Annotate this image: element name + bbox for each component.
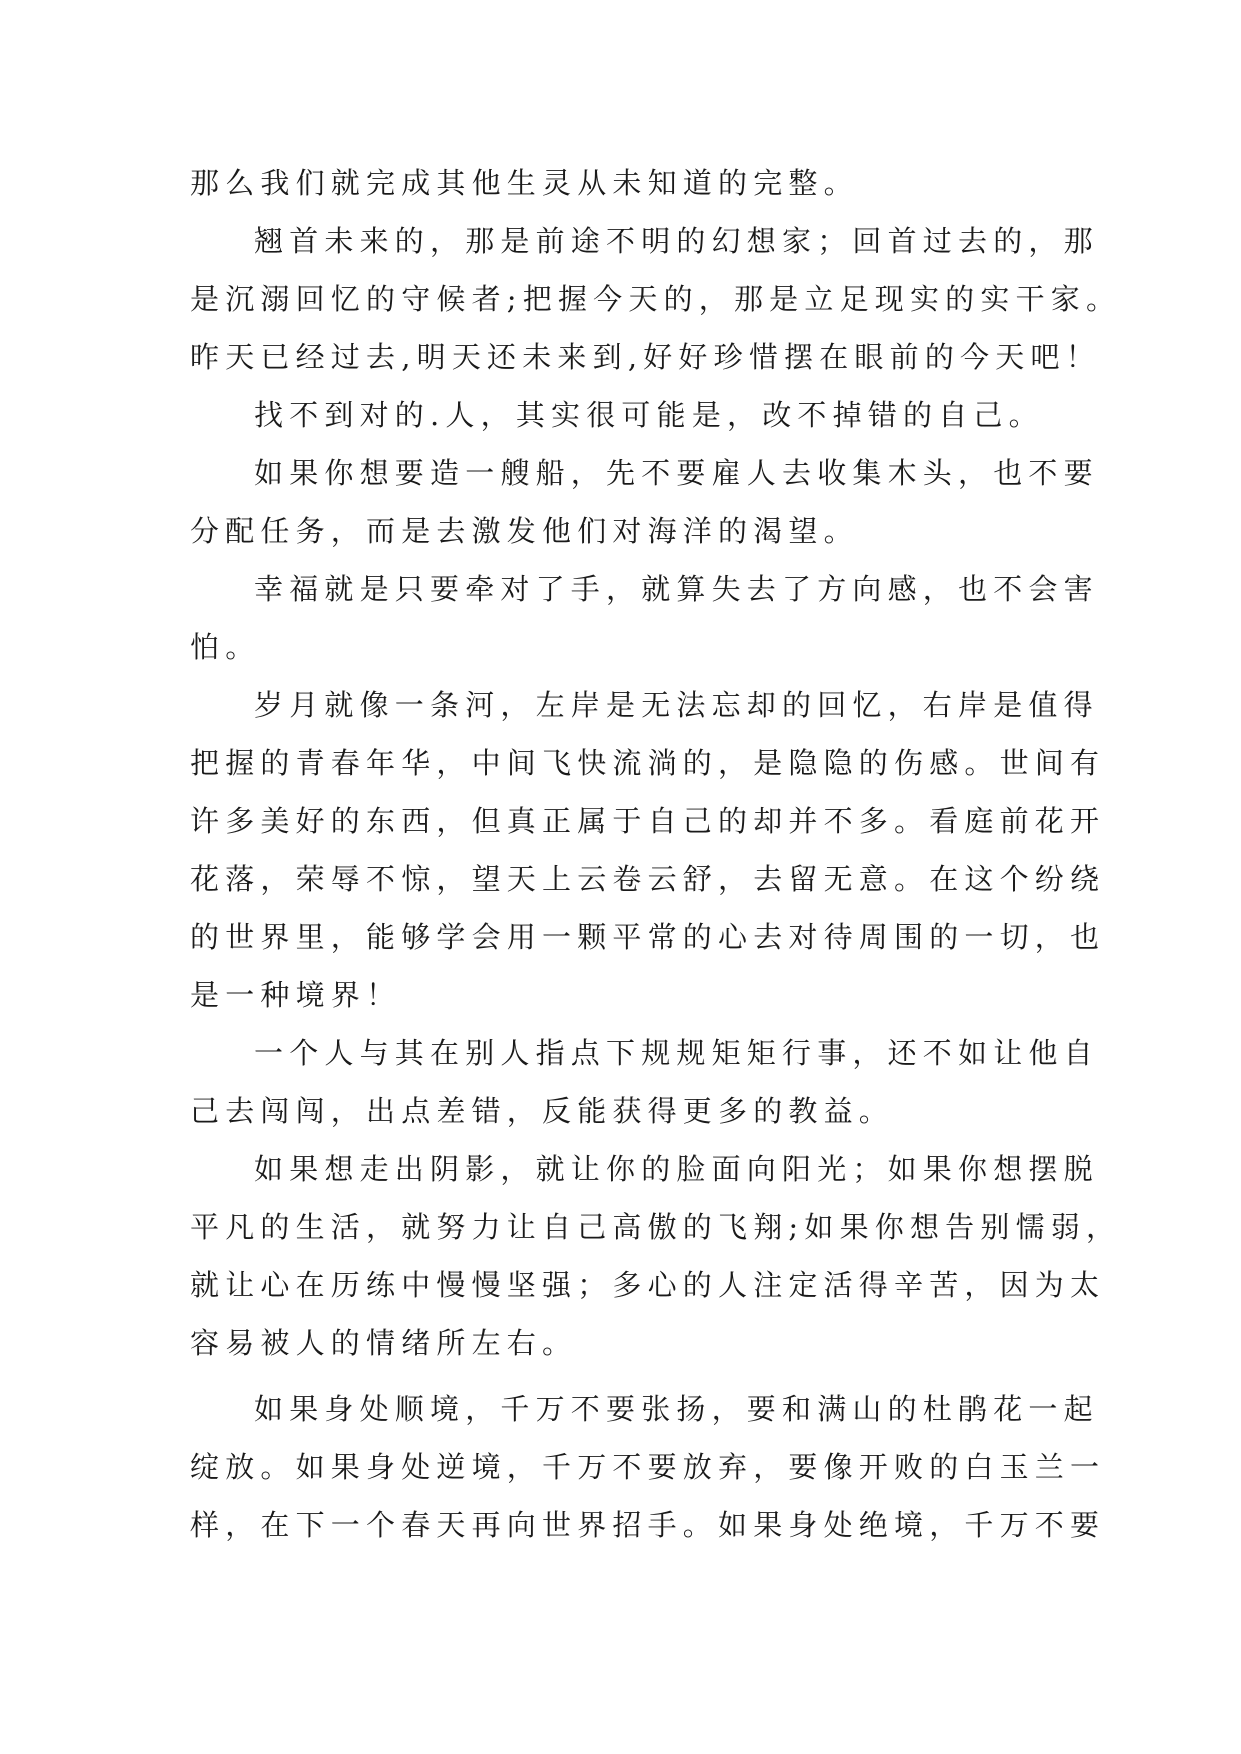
paragraph-line: 一个人与其在别人指点下规规矩矩行事，还不如让他自 [254, 1036, 1099, 1070]
paragraph-line: 样，在下一个春天再向世界招手。如果身处绝境，千万不要 [190, 1508, 1106, 1542]
paragraph-line: 许多美好的东西，但真正属于自己的却并不多。看庭前花开 [190, 804, 1106, 838]
paragraph-line: 绽放。如果身处逆境，千万不要放弃，要像开败的白玉兰一 [190, 1450, 1106, 1484]
paragraph-line: 昨天已经过去,明天还未来到,好好珍惜摆在眼前的今天吧！ [190, 340, 1101, 374]
paragraph-line: 分配任务，而是去激发他们对海洋的渴望。 [190, 514, 859, 548]
paragraph-line: 怕。 [190, 630, 261, 664]
paragraph-6 [190, 1024, 1099, 1140]
document-body [190, 154, 1122, 1554]
paragraph-2 [190, 386, 1050, 444]
paragraph-8 [190, 1380, 1106, 1554]
paragraph-line: 那么我们就完成其他生灵从未知道的完整。 [190, 166, 859, 200]
paragraph-line: 是沉溺回忆的守候者;把握今天的，那是立足现实的实干家。 [190, 282, 1122, 316]
paragraph-line: 就让心在历练中慢慢坚强；多心的人注定活得辛苦，因为太 [190, 1268, 1106, 1302]
paragraph-1 [190, 212, 1122, 386]
paragraph-line: 把握的青春年华，中间飞快流淌的，是隐隐的伤感。世间有 [190, 746, 1106, 780]
paragraph-line: 的世界里，能够学会用一颗平常的心去对待周围的一切，也 [190, 920, 1106, 954]
paragraph-0 [190, 154, 1050, 212]
paragraph-line: 是一种境界！ [190, 978, 402, 1012]
paragraph-line: 如果想走出阴影，就让你的脸面向阳光；如果你想摆脱 [254, 1152, 1099, 1186]
paragraph-line: 如果你想要造一艘船，先不要雇人去收集木头，也不要 [254, 456, 1099, 490]
paragraph-3 [190, 444, 1099, 560]
paragraph-line: 如果身处顺境，千万不要张扬，要和满山的杜鹃花一起 [254, 1392, 1099, 1426]
paragraph-line: 花落，荣辱不惊，望天上云卷云舒，去留无意。在这个纷绕 [190, 862, 1106, 896]
paragraph-4 [190, 560, 1099, 676]
paragraph-line: 幸福就是只要牵对了手，就算失去了方向感，也不会害 [254, 572, 1099, 606]
paragraph-line: 翘首未来的，那是前途不明的幻想家；回首过去的，那 [254, 224, 1099, 258]
paragraph-7 [190, 1140, 1122, 1372]
paragraph-line: 平凡的生活，就努力让自己高傲的飞翔;如果你想告别懦弱， [190, 1210, 1122, 1244]
paragraph-line: 容易被人的情绪所左右。 [190, 1326, 578, 1360]
paragraph-line: 岁月就像一条河，左岸是无法忘却的回忆，右岸是值得 [254, 688, 1099, 722]
paragraph-line: 找不到对的.人，其实很可能是，改不掉错的自己。 [254, 398, 1044, 432]
paragraph-line: 己去闯闯，出点差错，反能获得更多的教益。 [190, 1094, 895, 1128]
paragraph-5 [190, 676, 1106, 1024]
